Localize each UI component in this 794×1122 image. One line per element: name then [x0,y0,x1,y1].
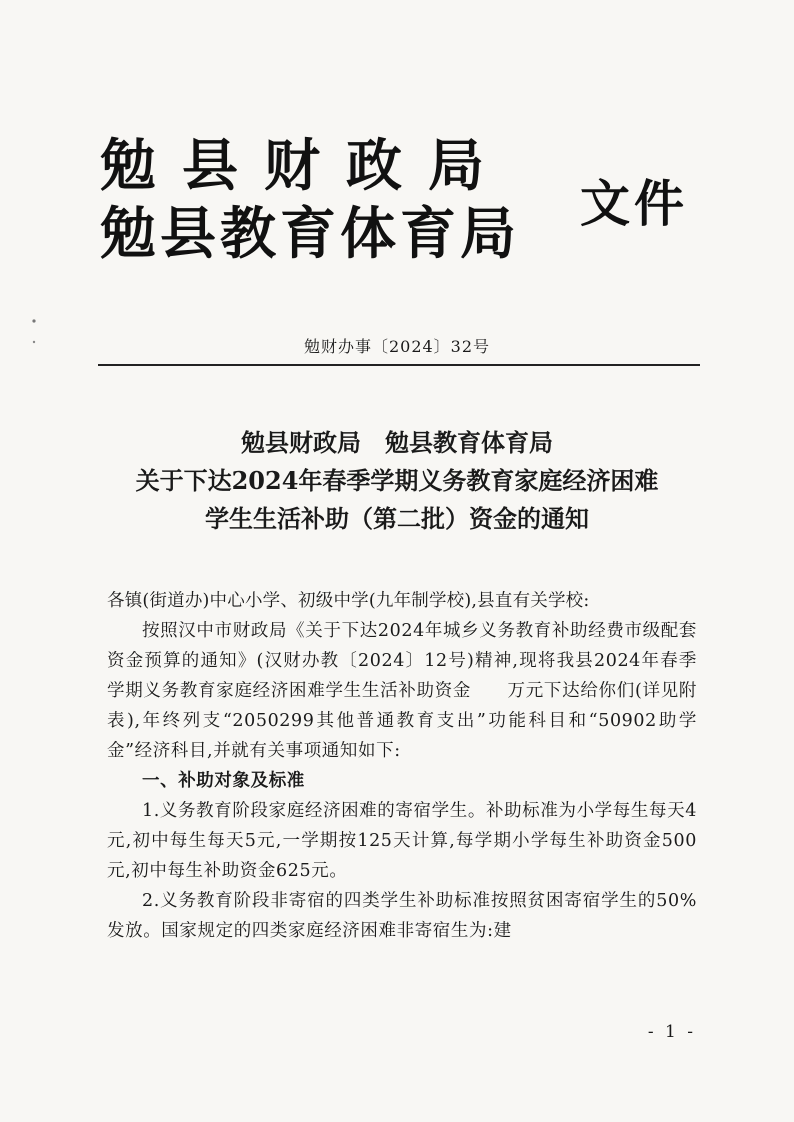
addressee: 各镇(街道办)中心小学、初级中学(九年制学校),县直有关学校: [107,591,590,611]
title-line-2: 关于下达2024年春季学期义务教育家庭经济困难 [135,466,659,495]
masthead-org-education: 勉县教育体育局 [100,202,520,267]
masthead-divider [98,364,700,366]
masthead-suffix: 文件 [580,175,688,233]
notice-title [0,424,794,538]
masthead-org-finance: 勉县财政局 [100,134,510,199]
title-line-1: 勉县财政局 勉县教育体育局 [241,428,553,457]
paragraph-item-2: 2.义务教育阶段非寄宿的四类学生补助标准按照贫困寄宿学生的50%发放。国家规定的四类家庭经济困难非寄宿生为:建 [107,891,697,941]
section-heading: 一、补助对象及标准 [142,771,305,791]
punch-mark-top [32,319,35,322]
paragraph-intro: 按照汉中市财政局《关于下达2024年城乡义务教育补助经费市级配套资金预算的通知》(汉财办教〔2024〕12号)精神,现将我县2024年春季学期义务教育家庭经济困难学生生活补助资金 万元下达给你们(详见附表),年终列支“2050299其他普通教育支出”功能科目和“50902助学金”经济科目,并就有关事项通知如下: [107,621,697,761]
paragraph-item-1: 1.义务教育阶段家庭经济困难的寄宿学生。补助标准为小学每生每天4元,初中每生每天5元,一学期按125天计算,每学期小学每生补助资金500元,初中每生补助资金625元。 [107,801,697,881]
page-number: - 1 - [647,1022,696,1042]
notice-body [107,586,697,946]
document-number: 勉财办事〔2024〕32号 [303,337,491,356]
masthead [100,128,700,278]
title-line-3: 学生生活补助（第二批）资金的通知 [205,504,589,533]
